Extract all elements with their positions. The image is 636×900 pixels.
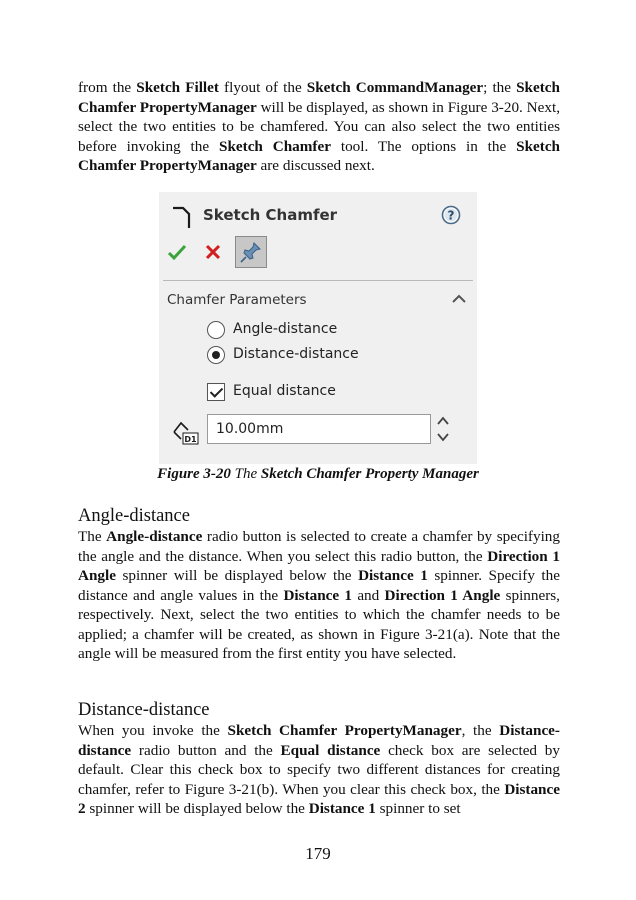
chevron-up-icon[interactable] (451, 292, 467, 306)
cancel-x-icon[interactable] (201, 240, 225, 264)
angle-distance-label: Angle-distance (233, 321, 338, 337)
panel-title: Sketch Chamfer (203, 206, 338, 224)
keep-visible-pin-button[interactable] (235, 236, 267, 268)
distance-distance-section (78, 699, 560, 819)
divider (163, 280, 473, 281)
distance-distance-radio[interactable] (207, 346, 225, 364)
angle-distance-paragraph: The Angle-distance radio button is selected to create a chamfer by specifying the angle and the distance. When you select this radio button, the Direction 1 Angle spinner will be displayed below the Distance 1 spinner. Specify the distance and angle values in the Distance 1 and Direction 1 Angle spinners, respectively. Next, select the two entities to which the chamfer needs to be applied; a chamfer will be created, as shown in Figure 3-21(a). Note that the angle will be measured from the first entity you have selected. (78, 528, 560, 662)
figure-caption: Figure 3-20 The Sketch Chamfer Property Manager (157, 466, 479, 482)
distance-1-input[interactable]: 10.00mm (207, 414, 431, 444)
ok-check-icon[interactable] (165, 240, 189, 264)
distance-distance-heading: Distance-distance (78, 700, 210, 720)
sketch-chamfer-property-manager (159, 192, 477, 464)
equal-distance-label: Equal distance (233, 383, 336, 399)
distance-distance-paragraph: When you invoke the Sketch Chamfer PropertyManager, the Distance-distance radio button and the Equal distance check box are selected by default. Clear this check box to specify two different distances for creating chamfer, refer to Figure 3-21(b). When you clear this check box, the Distance 2 spinner will be displayed below the Distance 1 spinner to set (78, 722, 560, 817)
panel-header (169, 202, 469, 230)
sketch-chamfer-icon (171, 204, 195, 230)
svg-text:?: ? (447, 208, 455, 223)
distance-distance-label: Distance-distance (233, 346, 359, 362)
angle-distance-section (78, 505, 560, 664)
chamfer-parameters-heading: Chamfer Parameters (167, 292, 307, 308)
angle-distance-radio[interactable] (207, 321, 225, 339)
intro-block (78, 78, 560, 176)
distance-icon-label: D1 (184, 435, 197, 444)
help-icon[interactable] (441, 205, 461, 225)
action-buttons (165, 236, 285, 268)
equal-distance-checkbox[interactable] (207, 383, 225, 401)
pushpin-icon (236, 237, 266, 267)
angle-distance-heading: Angle-distance (78, 506, 190, 526)
spinner-arrows-icon[interactable] (435, 414, 451, 444)
figure-3-20 (159, 192, 477, 464)
intro-paragraph: from the Sketch Fillet flyout of the Sketch CommandManager; the Sketch Chamfer PropertyManager will be displayed, as shown in Figure 3-20. Next, select the two entities to be chamfered. You can also select the two entities before invoking the Sketch Chamfer tool. The options in the Sketch Chamfer PropertyManager are discussed next. (78, 79, 561, 174)
distance-1-icon (171, 419, 199, 445)
page-number: 179 (305, 844, 331, 863)
